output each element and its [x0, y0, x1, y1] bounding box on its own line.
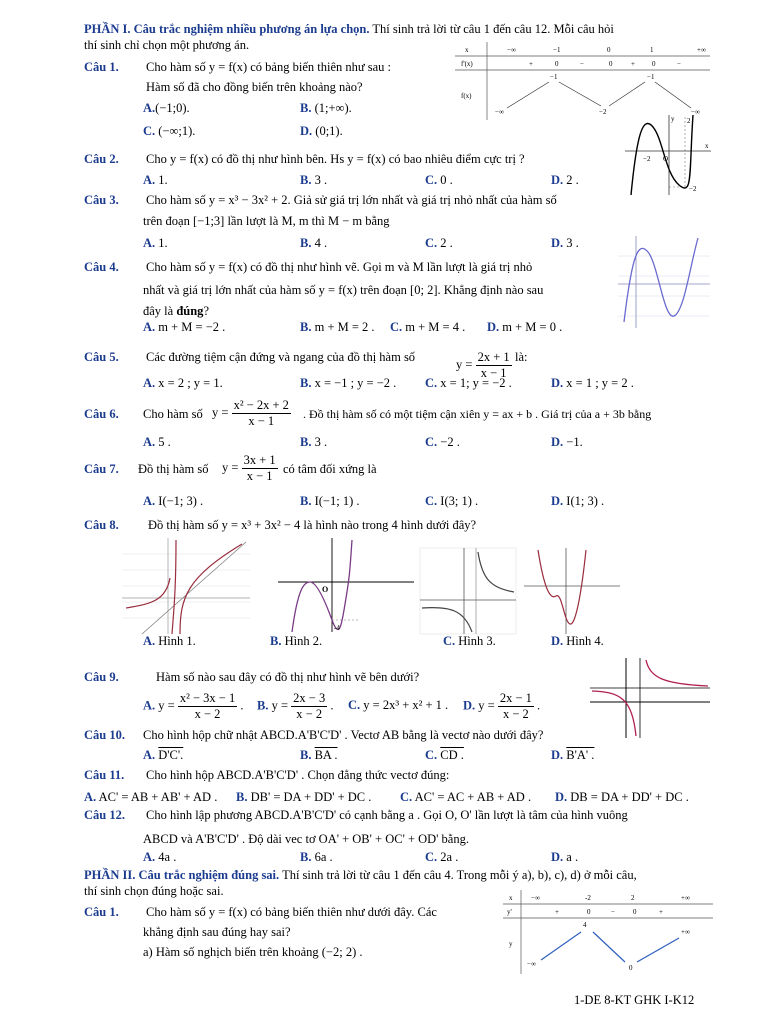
footer-code: 1-DE 8-KT GHK I-K12 [574, 993, 695, 1007]
part1-heading: PHẦN I. Câu trắc nghiệm nhiều phương án lựa chọn. [84, 22, 370, 36]
hinh4-graph [524, 548, 620, 634]
svg-text:0: 0 [555, 60, 559, 68]
svg-text:−1: −1 [550, 73, 558, 81]
q1-option-a[interactable]: A.(−1;0). [143, 101, 190, 115]
q9-option-c[interactable]: C. y = 2x³ + x² + 1 . [348, 698, 449, 712]
part1-instr: Thí sinh trả lời từ câu 1 đến câu 12. Mỗi câu hỏi [369, 22, 614, 36]
q5-option-d[interactable]: D. x = 1 ; y = 2 . [551, 376, 634, 390]
q12-stem2: ABCD và A'B'C'D' . Độ dài vec tơ OA' + OB' + OC' + OD' bằng. [143, 832, 469, 846]
q8-option-b[interactable]: B. Hình 2. [270, 634, 323, 648]
svg-text:y: y [509, 940, 513, 948]
svg-text:x: x [509, 894, 513, 902]
svg-text:0: 0 [587, 908, 591, 916]
q1-option-d[interactable]: D. (0;1). [300, 124, 343, 138]
q11-label: Câu 11. [84, 768, 125, 782]
q8-option-a[interactable]: A. Hình 1. [143, 634, 196, 648]
p2q1-variation-table [503, 890, 713, 974]
p2q1-label: Câu 1. [84, 905, 119, 919]
q6-stem: Cho hàm số [143, 407, 203, 421]
q6-option-d[interactable]: D. −1. [551, 435, 583, 449]
q5-stem: Các đường tiệm cận đứng và ngang của đồ thị hàm số [146, 350, 416, 364]
svg-text:O: O [322, 585, 329, 594]
part1-heading-line [84, 22, 614, 37]
q3-option-a[interactable]: A. 1. [143, 236, 168, 250]
q12-option-c[interactable]: C. 2a . [425, 850, 459, 864]
svg-text:−2: −2 [689, 185, 697, 193]
svg-text:-2: -2 [585, 894, 591, 902]
p2q1-stem: Cho hàm số y = f(x) có bảng biến thiên như dưới đây. Các [146, 905, 437, 919]
q5-option-b[interactable]: B. x = −1 ; y = −2 . [300, 376, 397, 390]
svg-text:+∞: +∞ [697, 46, 706, 54]
p2q1-statement-a[interactable]: a) Hàm số nghịch biến trên khoảng (−2; 2) . [143, 945, 363, 959]
q7-label: Câu 7. [84, 462, 119, 476]
part2-instr: Thí sinh trả lời từ câu 1 đến câu 4. Trong mỗi ý a), b), c), d) ở mỗi câu, [279, 868, 637, 882]
q10-label: Câu 10. [84, 728, 125, 742]
q5-option-c[interactable]: C. x = 1; y = −2 . [425, 376, 512, 390]
svg-text:0: 0 [629, 964, 633, 972]
svg-text:+: + [529, 60, 533, 68]
q10-option-c[interactable]: C. CD . [425, 748, 464, 762]
svg-text:f(x): f(x) [461, 92, 472, 100]
q7-fraction: y = $\frac{3x + 1}{x - 1}$ [222, 453, 276, 483]
q8-option-c[interactable]: C. Hình 3. [443, 634, 496, 648]
svg-text:−1: −1 [553, 46, 561, 54]
q4-option-b[interactable]: B. m + M = 2 . [300, 320, 375, 334]
q6-option-b[interactable]: B. 3 . [300, 435, 328, 449]
q11-option-a[interactable]: A. AC' = AB + AB' + AD . [84, 790, 218, 804]
part2-instr2: thí sinh chọn đúng hoặc sai. [84, 884, 224, 898]
q3-stem: Cho hàm số y = x³ − 3x² + 2. Giả sử giá trị lớn nhất và giá trị nhỏ nhất của hàm số [146, 193, 557, 207]
q11-option-b[interactable]: B. DB' = DA + DD' + DC . [236, 790, 372, 804]
q11-option-c[interactable]: C. AC' = AC + AB + AD . [400, 790, 532, 804]
q12-option-d[interactable]: D. a . [551, 850, 579, 864]
q12-stem: Cho hình lập phương ABCD.A'B'C'D' có cạnh bằng a . Gọi O, O' lần lượt là tâm của hình vuông [146, 808, 628, 822]
q4-stem: Cho hàm số y = f(x) có đồ thị như hình vẽ. Gọi m và M lần lượt là giá trị nhỏ [146, 260, 533, 274]
svg-text:−∞: −∞ [507, 46, 516, 54]
svg-text:−2: −2 [643, 155, 651, 163]
q1-option-c[interactable]: C. (−∞;1). [143, 124, 196, 138]
q5-tail: là: [515, 350, 528, 364]
svg-text:+∞: +∞ [681, 928, 690, 936]
svg-text:y': y' [507, 908, 512, 916]
svg-text:0: 0 [633, 908, 637, 916]
q6-label: Câu 6. [84, 407, 119, 421]
q10-stem: Cho hình hộp chữ nhật ABCD.A'B'C'D' . Vectơ AB bằng là vectơ nào dưới đây? [143, 728, 544, 742]
q1-stem2: Hàm số đã cho đồng biến trên khoảng nào? [146, 80, 363, 94]
q9-stem: Hàm số nào sau đây có đồ thị như hình vẽ bên dưới? [156, 670, 420, 684]
svg-text:+: + [555, 908, 559, 916]
q2-label: Câu 2. [84, 152, 119, 166]
q5-option-a[interactable]: A. x = 2 ; y = 1. [143, 376, 223, 390]
svg-text:+: + [631, 60, 635, 68]
q3-option-d[interactable]: D. 3 . [551, 236, 579, 250]
svg-text:−∞: −∞ [527, 960, 536, 968]
q6-option-a[interactable]: A. 5 . [143, 435, 171, 449]
hinh3-graph [420, 548, 516, 634]
q10-option-b[interactable]: B. BA . [300, 748, 338, 762]
svg-text:−: − [580, 60, 584, 68]
q3-option-c[interactable]: C. 2 . [425, 236, 453, 250]
hinh1-graph [122, 538, 250, 634]
q2-option-c[interactable]: C. 0 . [425, 173, 453, 187]
svg-text:−∞: −∞ [531, 894, 540, 902]
q1-option-b[interactable]: B. (1;+∞). [300, 101, 352, 115]
q3-stem2: trên đoạn [−1;3] lần lượt là M, m thì M − m bằng [143, 214, 390, 228]
q6-fraction: y = $\frac{\text{x² − 2x + 2}}{x - 1}$ [212, 398, 289, 428]
q3-option-b[interactable]: B. 4 . [300, 236, 328, 250]
q7-tail: có tâm đối xứng là [283, 462, 377, 476]
q10-option-a[interactable]: A. D'C'. [143, 748, 184, 762]
q9-option-d[interactable]: D. y = $\frac{2x - 1}{x - 2}$ . [463, 691, 541, 721]
svg-text:+∞: +∞ [681, 894, 690, 902]
q9-graph [590, 658, 710, 738]
svg-text:0: 0 [609, 60, 613, 68]
q4-option-d[interactable]: D. m + M = 0 . [487, 320, 563, 334]
q12-label: Câu 12. [84, 808, 125, 822]
q7-option-d[interactable]: D. I(1; 3) . [551, 494, 605, 508]
svg-text:y: y [671, 115, 675, 123]
q9-option-b[interactable]: B. y = $\frac{2x - 3}{x - 2}$ . [257, 691, 334, 721]
q1-stem: Cho hàm số y = f(x) có bảng biến thiên như sau : [146, 60, 392, 74]
p2q1-stem2: khẳng định sau đúng hay sai? [143, 925, 291, 939]
q8-option-d[interactable]: D. Hình 4. [551, 634, 604, 648]
q7-option-a[interactable]: A. I(−1; 3) . [143, 494, 204, 508]
q6-tail: . Đồ thị hàm số có một tiệm cận xiên y = ax + b . Giá trị của a + 3b bằng [303, 407, 652, 421]
q4-stem3: đây là đúng? [143, 304, 209, 318]
svg-text:−∞: −∞ [495, 108, 504, 116]
svg-text:−: − [677, 60, 681, 68]
svg-text:2: 2 [687, 117, 691, 125]
q8-label: Câu 8. [84, 518, 119, 532]
q3-label: Câu 3. [84, 193, 119, 207]
q2-stem: Cho y = f(x) có đồ thị như hình bên. Hs y = f(x) có bao nhiêu điểm cực trị ? [146, 152, 525, 166]
q12-option-a[interactable]: A. 4a . [143, 850, 177, 864]
q4-label: Câu 4. [84, 260, 119, 274]
svg-text:0: 0 [607, 46, 611, 54]
svg-text:−∞: −∞ [691, 108, 700, 116]
q9-label: Câu 9. [84, 670, 119, 684]
q7-option-c[interactable]: C. I(3; 1) . [425, 494, 479, 508]
svg-text:−1: −1 [647, 73, 655, 81]
q8-stem: Đồ thị hàm số y = x³ + 3x² − 4 là hình nào trong 4 hình dưới đây? [148, 518, 477, 532]
q4-option-c[interactable]: C. m + M = 4 . [390, 320, 466, 334]
q7-stem: Đồ thị hàm số [138, 462, 209, 476]
q11-option-d[interactable]: D. DB = DA + DD' + DC . [555, 790, 689, 804]
q5-label: Câu 5. [84, 350, 119, 364]
q1-label: Câu 1. [84, 60, 119, 74]
svg-text:4: 4 [583, 921, 587, 929]
svg-text:f'(x): f'(x) [461, 60, 473, 68]
part1-instr2: thí sinh chỉ chọn một phương án. [84, 38, 250, 52]
svg-text:−2: −2 [599, 108, 607, 116]
q5-fraction: y = $\frac{2x + 1}{x - 1}$ [456, 350, 510, 380]
svg-text:−: − [611, 908, 615, 916]
svg-text:0: 0 [652, 60, 656, 68]
q1-variation-table [455, 42, 710, 120]
q9-option-a[interactable]: A. y = $\frac{\text{x² − 3x − 1}}{x - 2}$ . [143, 691, 244, 721]
part2-heading: PHẦN II. Câu trắc nghiệm đúng sai. [84, 868, 280, 882]
svg-text:2: 2 [631, 894, 635, 902]
q4-option-a[interactable]: A. m + M = −2 . [143, 320, 226, 334]
q2-option-a[interactable]: A. 1. [143, 173, 168, 187]
part2-heading-line [84, 868, 637, 883]
q4-stem2: nhất và giá trị lớn nhất của hàm số y = f(x) trên đoạn [0; 2]. Khẳng định nào sau [143, 283, 544, 297]
q12-option-b[interactable]: B. 6a . [300, 850, 333, 864]
q2-graph [625, 113, 715, 198]
t1-x-label: x [465, 46, 469, 54]
svg-text:O: O [663, 155, 669, 163]
q7-option-b[interactable]: B. I(−1; 1) . [300, 494, 360, 508]
q11-stem: Cho hình hộp ABCD.A'B'C'D' . Chọn đẳng thức vectơ đúng: [146, 768, 450, 782]
q6-option-c[interactable]: C. −2 . [425, 435, 460, 449]
svg-text:x: x [705, 142, 709, 150]
q10-option-d[interactable]: D. B'A' . [551, 748, 595, 762]
q2-option-b[interactable]: B. 3 . [300, 173, 328, 187]
svg-text:+: + [659, 908, 663, 916]
svg-text:-4: -4 [334, 624, 340, 632]
q4-graph [618, 236, 710, 328]
hinh2-graph [278, 538, 418, 634]
q2-option-d[interactable]: D. 2 . [551, 173, 579, 187]
svg-text:1: 1 [650, 46, 654, 54]
